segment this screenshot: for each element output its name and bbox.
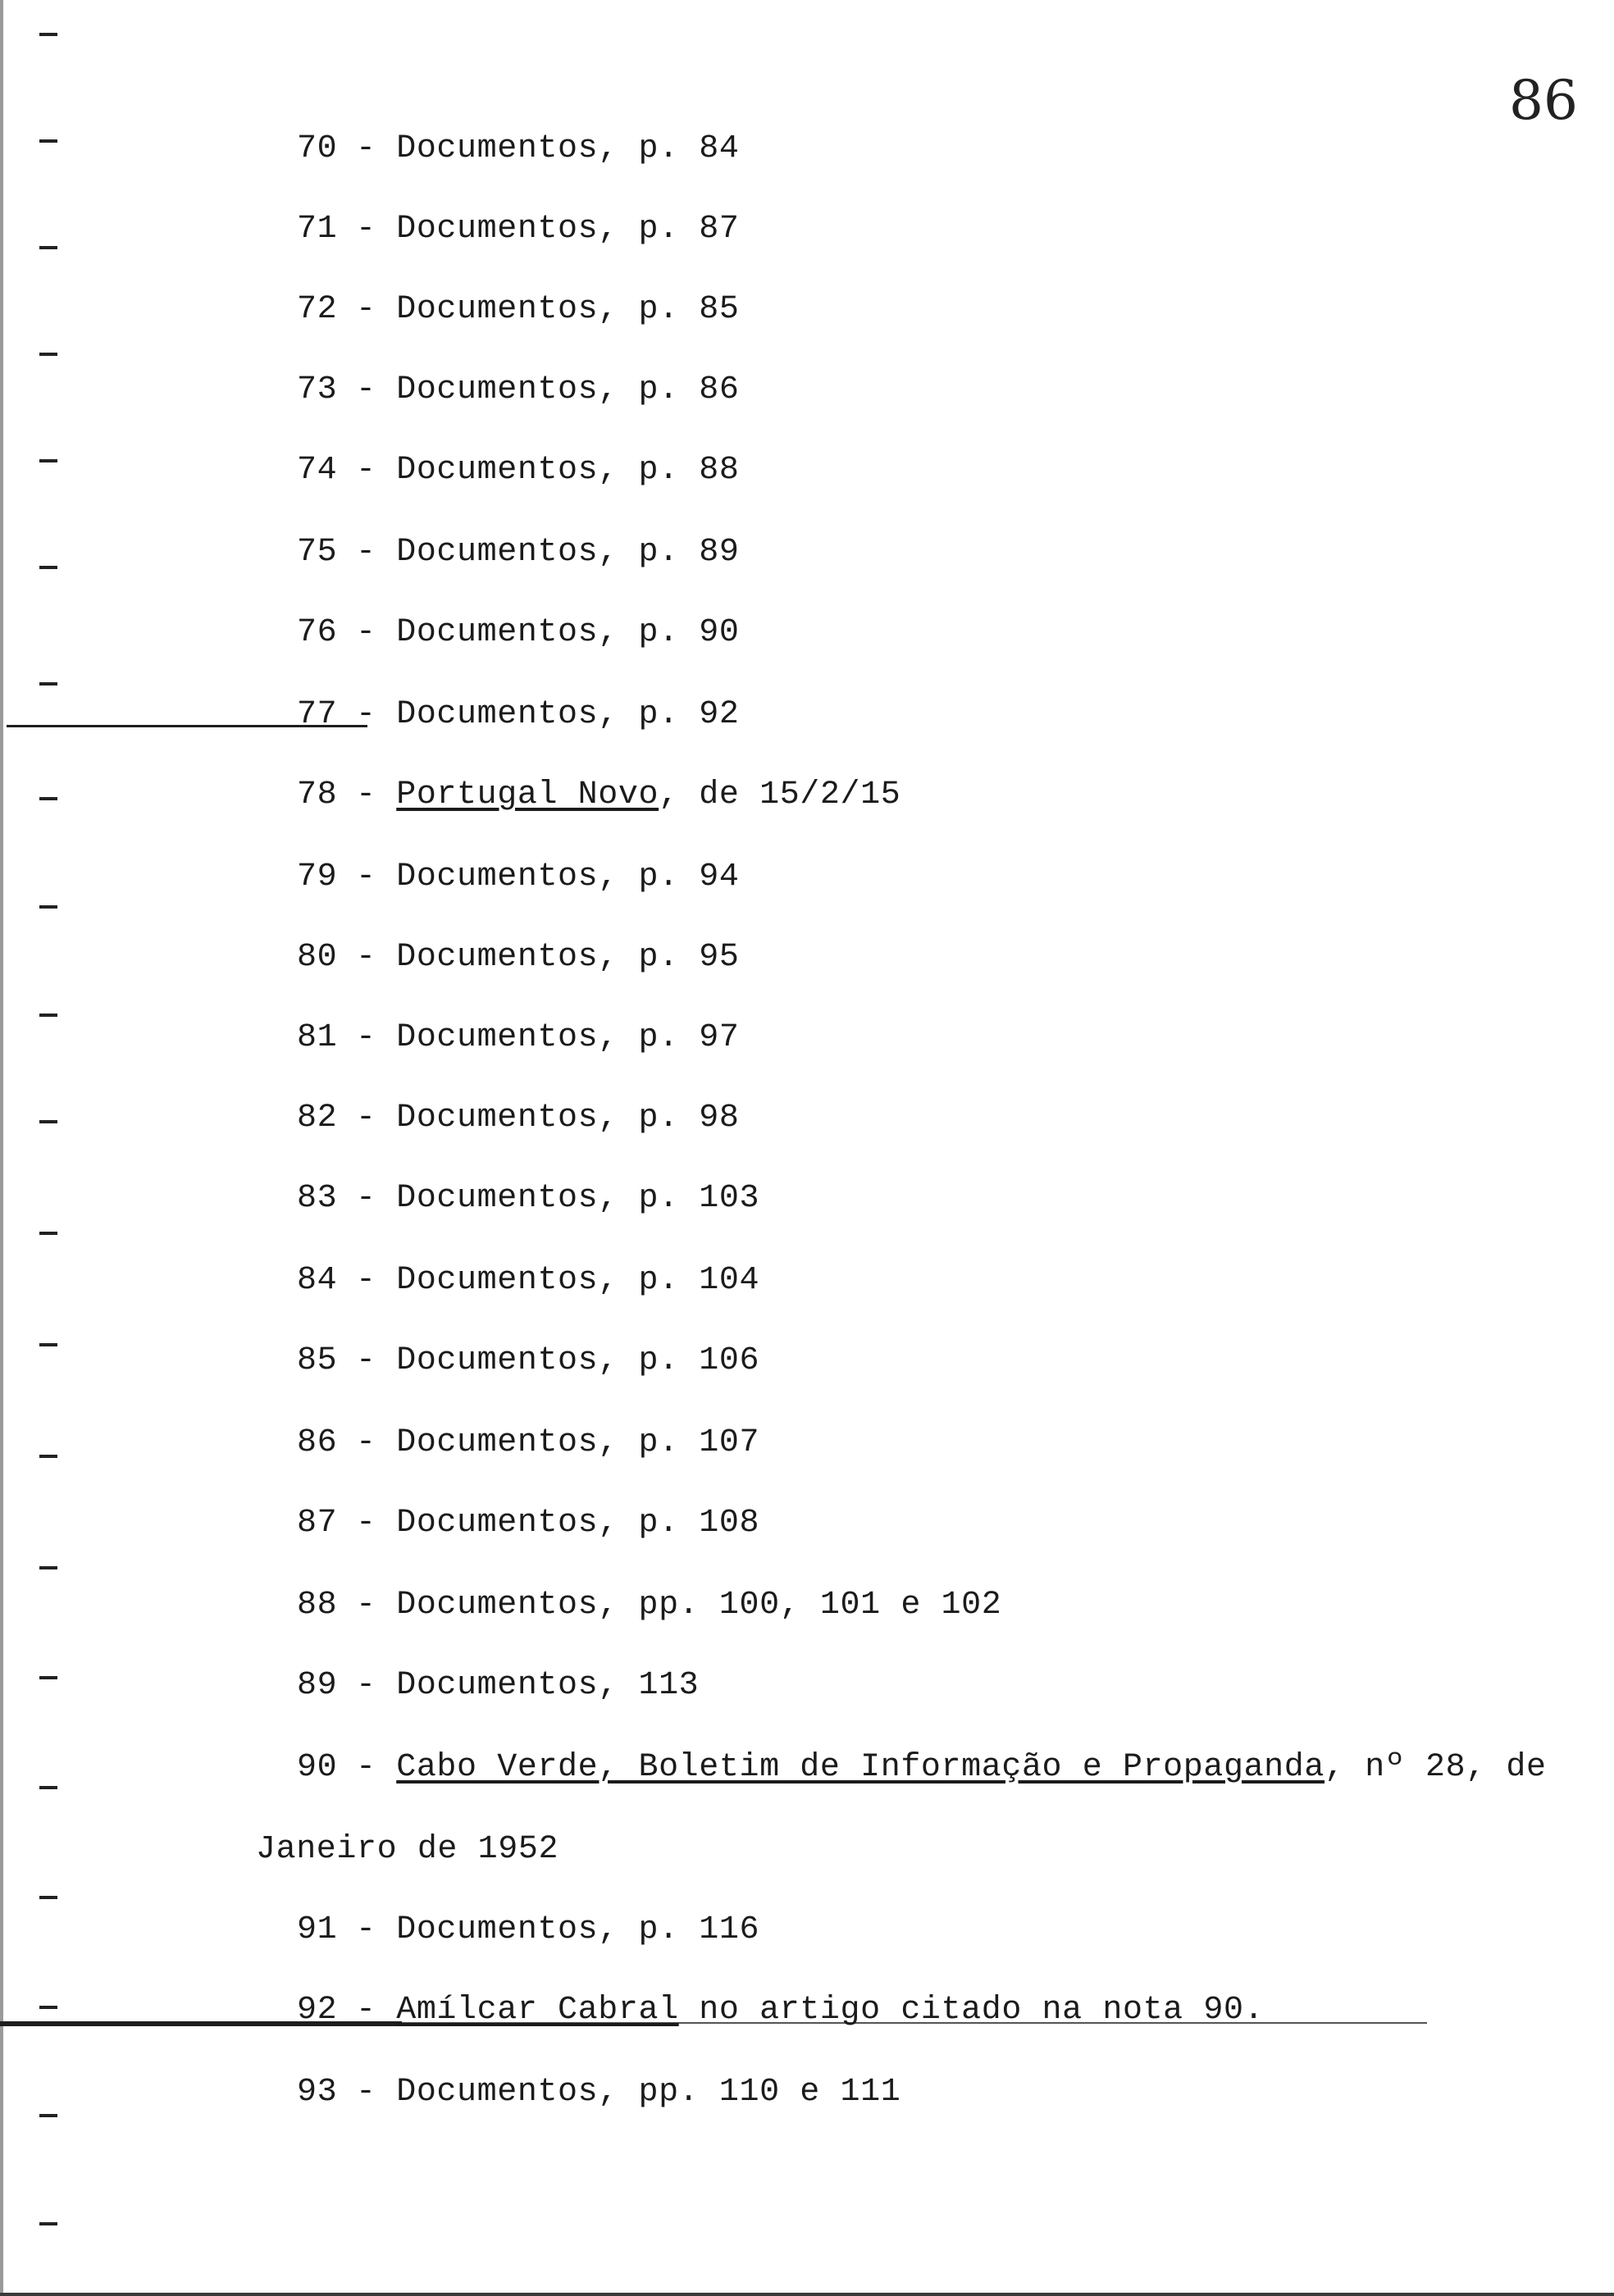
- note-text: Documentos, p. 94: [396, 859, 740, 895]
- note-76: 76 - Documentos, p. 90: [297, 614, 740, 651]
- note-89: 89 - Documentos, 113: [297, 1667, 700, 1704]
- note-text: Documentos, p. 107: [396, 1424, 760, 1461]
- note-87: 87 - Documentos, p. 108: [297, 1505, 760, 1542]
- margin-tick-mark: [39, 1232, 57, 1235]
- margin-tick-mark: [39, 905, 57, 909]
- note-number: 82: [297, 1100, 338, 1137]
- note-78: 78 - Portugal Novo, de 15/2/15: [297, 777, 901, 813]
- note-text: Documentos, p. 95: [396, 939, 740, 976]
- note-84: 84 - Documentos, p. 104: [297, 1262, 760, 1299]
- margin-tick-mark: [39, 1676, 57, 1679]
- note-91: 91 - Documentos, p. 116: [297, 1911, 760, 1948]
- note-77: 77 - Documentos, p. 92: [297, 696, 740, 733]
- note-number: 88: [297, 1587, 338, 1624]
- note-number: 80: [297, 939, 338, 976]
- page-bottom-edge: [0, 2293, 1614, 2296]
- note-85: 85 - Documentos, p. 106: [297, 1342, 760, 1379]
- note-text: , nº 28, de: [1324, 1749, 1547, 1786]
- note-title: Amílcar Cabral: [396, 1992, 679, 2029]
- note-73: 73 - Documentos, p. 86: [297, 371, 740, 408]
- margin-tick-mark: [39, 2222, 57, 2225]
- note-number: 75: [297, 534, 338, 571]
- margin-tick-mark: [39, 682, 57, 686]
- note-text: Documentos, p. 97: [396, 1019, 740, 1056]
- note-text: Documentos, p. 98: [396, 1100, 740, 1137]
- margin-tick-mark: [39, 1120, 57, 1123]
- note-title: Portugal Novo: [396, 777, 659, 813]
- note-number: 73: [297, 371, 338, 408]
- note-text: Documentos, p. 84: [396, 130, 740, 167]
- note-number: 71: [297, 211, 338, 248]
- note-number: 86: [297, 1424, 338, 1461]
- note-86: 86 - Documentos, p. 107: [297, 1424, 760, 1461]
- note-text: Documentos, p. 108: [396, 1505, 760, 1542]
- page-number: 86: [1509, 69, 1578, 132]
- note-90: 90 - Cabo Verde, Boletim de Informação e Propaganda, nº 28, de: [297, 1749, 1547, 1786]
- note-number: 85: [297, 1342, 338, 1379]
- margin-tick-mark: [39, 566, 57, 569]
- note-number: 87: [297, 1505, 338, 1542]
- note-92: 92 - Amílcar Cabral no artigo citado na nota 90.: [297, 1992, 1265, 2029]
- note-number: 78: [297, 777, 338, 813]
- note-text: no artigo citado na nota 90.: [678, 1992, 1265, 2029]
- note-title: Cabo Verde, Boletim de Informação e Propaganda: [396, 1749, 1324, 1786]
- note-74: 74 - Documentos, p. 88: [297, 452, 740, 489]
- note-text: Documentos, p. 89: [396, 534, 740, 571]
- note-81: 81 - Documentos, p. 97: [297, 1019, 740, 1056]
- margin-tick-mark: [39, 2006, 57, 2009]
- margin-tick-mark: [39, 459, 57, 462]
- note-text: Documentos, p. 104: [396, 1262, 760, 1299]
- note-71: 71 - Documentos, p. 87: [297, 211, 740, 248]
- margin-tick-mark: [39, 1896, 57, 1899]
- note-text: Documentos, p. 88: [396, 452, 740, 489]
- note-80: 80 - Documentos, p. 95: [297, 939, 740, 976]
- note-number: 70: [297, 130, 338, 167]
- note-number: 84: [297, 1262, 338, 1299]
- note-number: 74: [297, 452, 338, 489]
- margin-tick-mark: [39, 246, 57, 249]
- note-text: Documentos, p. 92: [396, 696, 740, 733]
- binding-edge: [0, 0, 3, 2296]
- margin-tick-mark: [39, 353, 57, 356]
- note-text: Documentos, pp. 100, 101 e 102: [396, 1587, 1002, 1624]
- note-number: 77: [297, 696, 338, 733]
- note-text: Documentos, p. 85: [396, 291, 740, 328]
- note-number: 81: [297, 1019, 338, 1056]
- note-text: Documentos, p. 90: [396, 614, 740, 651]
- note-88: 88 - Documentos, pp. 100, 101 e 102: [297, 1587, 1002, 1624]
- note-text: Documentos, p. 106: [396, 1342, 760, 1379]
- note-70: 70 - Documentos, p. 84: [297, 130, 740, 167]
- note-text: , de 15/2/15: [659, 777, 901, 813]
- note-93: 93 - Documentos, pp. 110 e 111: [297, 2074, 901, 2111]
- note-79: 79 - Documentos, p. 94: [297, 859, 740, 895]
- note-number: 83: [297, 1180, 338, 1217]
- note-75: 75 - Documentos, p. 89: [297, 534, 740, 571]
- note-text: Documentos, p. 116: [396, 1911, 760, 1948]
- margin-tick-mark: [39, 1343, 57, 1346]
- margin-tick-mark: [39, 1786, 57, 1789]
- note-82: 82 - Documentos, p. 98: [297, 1100, 740, 1137]
- margin-tick-mark: [39, 1014, 57, 1017]
- margin-tick-mark: [39, 33, 57, 36]
- note-number: 93: [297, 2074, 338, 2111]
- note-number: 72: [297, 291, 338, 328]
- note-number: 76: [297, 614, 338, 651]
- margin-tick-mark: [39, 1455, 57, 1458]
- note-text: Documentos, p. 86: [396, 371, 740, 408]
- note-83: 83 - Documentos, p. 103: [297, 1180, 760, 1217]
- note-text: Documentos, p. 103: [396, 1180, 760, 1217]
- note-text: Documentos, 113: [396, 1667, 700, 1704]
- note-number: 90: [297, 1749, 338, 1786]
- margin-tick-mark: [39, 2114, 57, 2117]
- note-number: 91: [297, 1911, 338, 1948]
- note-72: 72 - Documentos, p. 85: [297, 291, 740, 328]
- margin-tick-mark: [39, 1566, 57, 1569]
- note-number: 89: [297, 1667, 338, 1704]
- note-number: 92: [297, 1992, 338, 2029]
- note-text: Documentos, p. 87: [396, 211, 740, 248]
- margin-tick-mark: [39, 139, 57, 143]
- note-number: 79: [297, 859, 338, 895]
- margin-tick-mark: [39, 797, 57, 800]
- note-text: Documentos, pp. 110 e 111: [396, 2074, 901, 2111]
- note-90-continuation: Janeiro de 1952: [256, 1831, 559, 1868]
